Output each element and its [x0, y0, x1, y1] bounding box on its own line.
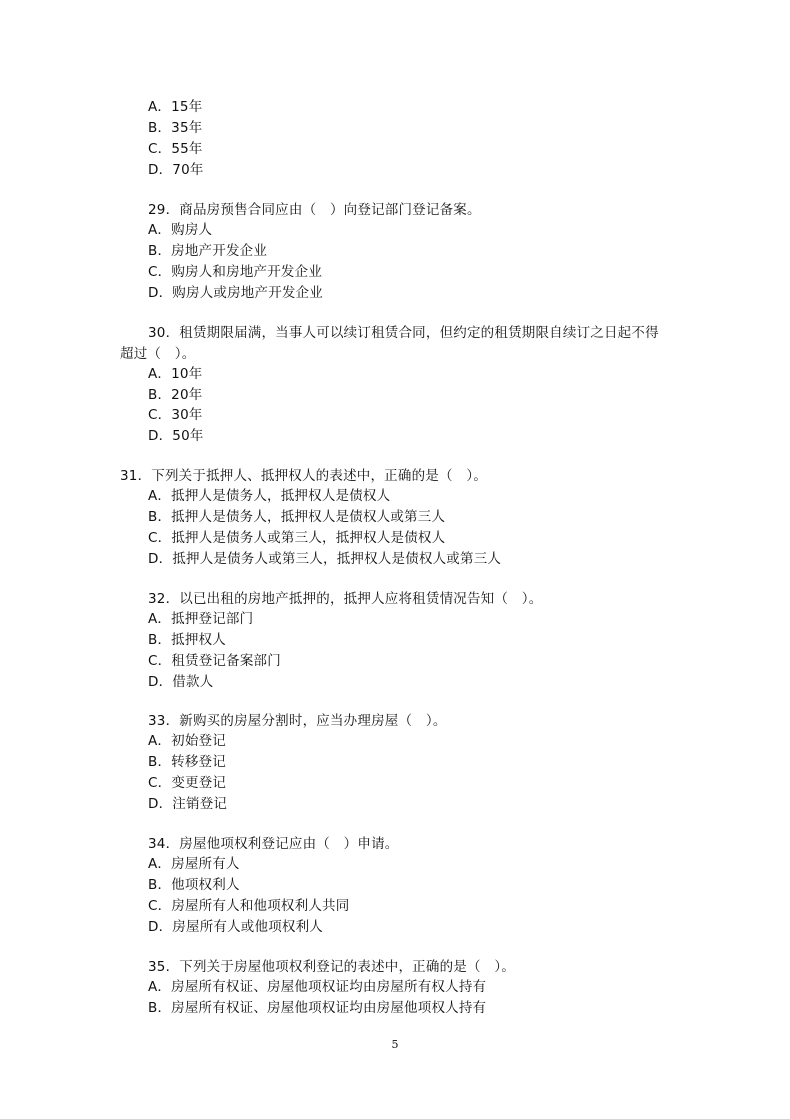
q32-option-d: D．借款人 — [148, 674, 214, 690]
q32-option-b: B．抵押权人 — [148, 632, 226, 648]
q30-option-d: D．50年 — [148, 428, 204, 444]
q31-stem: 31．下列关于抵押人、抵押权人的表述中，正确的是（ ）。 — [120, 468, 488, 484]
q30-stem-line1: 30．租赁期限届满，当事人可以续订租赁合同，但约定的租赁期限自续订之日起不得 — [148, 325, 659, 341]
q32-stem: 32．以已出租的房地产抵押的，抵押人应将租赁情况告知（ ）。 — [148, 591, 543, 607]
q31-option-b: B．抵押人是债务人，抵押权人是债权人或第三人 — [148, 509, 446, 525]
q33-option-b: B．转移登记 — [148, 754, 226, 770]
q30-option-b: B．20年 — [148, 387, 203, 403]
q28-option-d: D．70年 — [148, 162, 204, 178]
q29-option-a: A．购房人 — [148, 222, 213, 238]
q29-option-c: C．购房人和房地产开发企业 — [148, 264, 323, 280]
q32-option-c: C．租赁登记备案部门 — [148, 653, 281, 669]
q29-stem: 29．商品房预售合同应由（ ）向登记部门登记备案。 — [148, 202, 481, 218]
q34-option-a: A．房屋所有人 — [148, 856, 240, 872]
page-number: 5 — [391, 1038, 399, 1051]
q33-option-d: D．注销登记 — [148, 796, 228, 812]
q29-option-d: D．购房人或房地产开发企业 — [148, 285, 323, 301]
q28-option-c: C．55年 — [148, 141, 203, 157]
q34-option-b: B．他项权利人 — [148, 877, 240, 893]
q32-option-a: A．抵押登记部门 — [148, 611, 254, 627]
q31-option-a: A．抵押人是债务人，抵押权人是债权人 — [148, 488, 391, 504]
q30-option-c: C．30年 — [148, 407, 203, 423]
q34-stem: 34．房屋他项权利登记应由（ ）申请。 — [148, 836, 399, 852]
q30-stem-line2: 超过（ ）。 — [120, 346, 196, 362]
q35-option-a: A．房屋所有权证、房屋他项权证均由房屋所有权人持有 — [148, 979, 487, 995]
q31-option-c: C．抵押人是债务人或第三人，抵押权人是债权人 — [148, 530, 446, 546]
q34-option-c: C．房屋所有人和他项权利人共同 — [148, 898, 350, 914]
q31-option-d: D．抵押人是债务人或第三人，抵押权人是债权人或第三人 — [148, 551, 502, 567]
q33-option-a: A．初始登记 — [148, 733, 226, 749]
q28-option-a: A．15年 — [148, 99, 203, 115]
q30-option-a: A．10年 — [148, 366, 203, 382]
q35-option-b: B．房屋所有权证、房屋他项权证均由房屋他项权人持有 — [148, 1000, 487, 1016]
q33-stem: 33．新购买的房屋分割时，应当办理房屋（ ）。 — [148, 713, 447, 729]
q28-option-b: B．35年 — [148, 120, 203, 136]
q35-stem: 35．下列关于房屋他项权利登记的表述中，正确的是（ ）。 — [148, 959, 516, 975]
q34-option-d: D．房屋所有人或他项权利人 — [148, 919, 323, 935]
q33-option-c: C．变更登记 — [148, 775, 227, 791]
q29-option-b: B．房地产开发企业 — [148, 243, 268, 259]
